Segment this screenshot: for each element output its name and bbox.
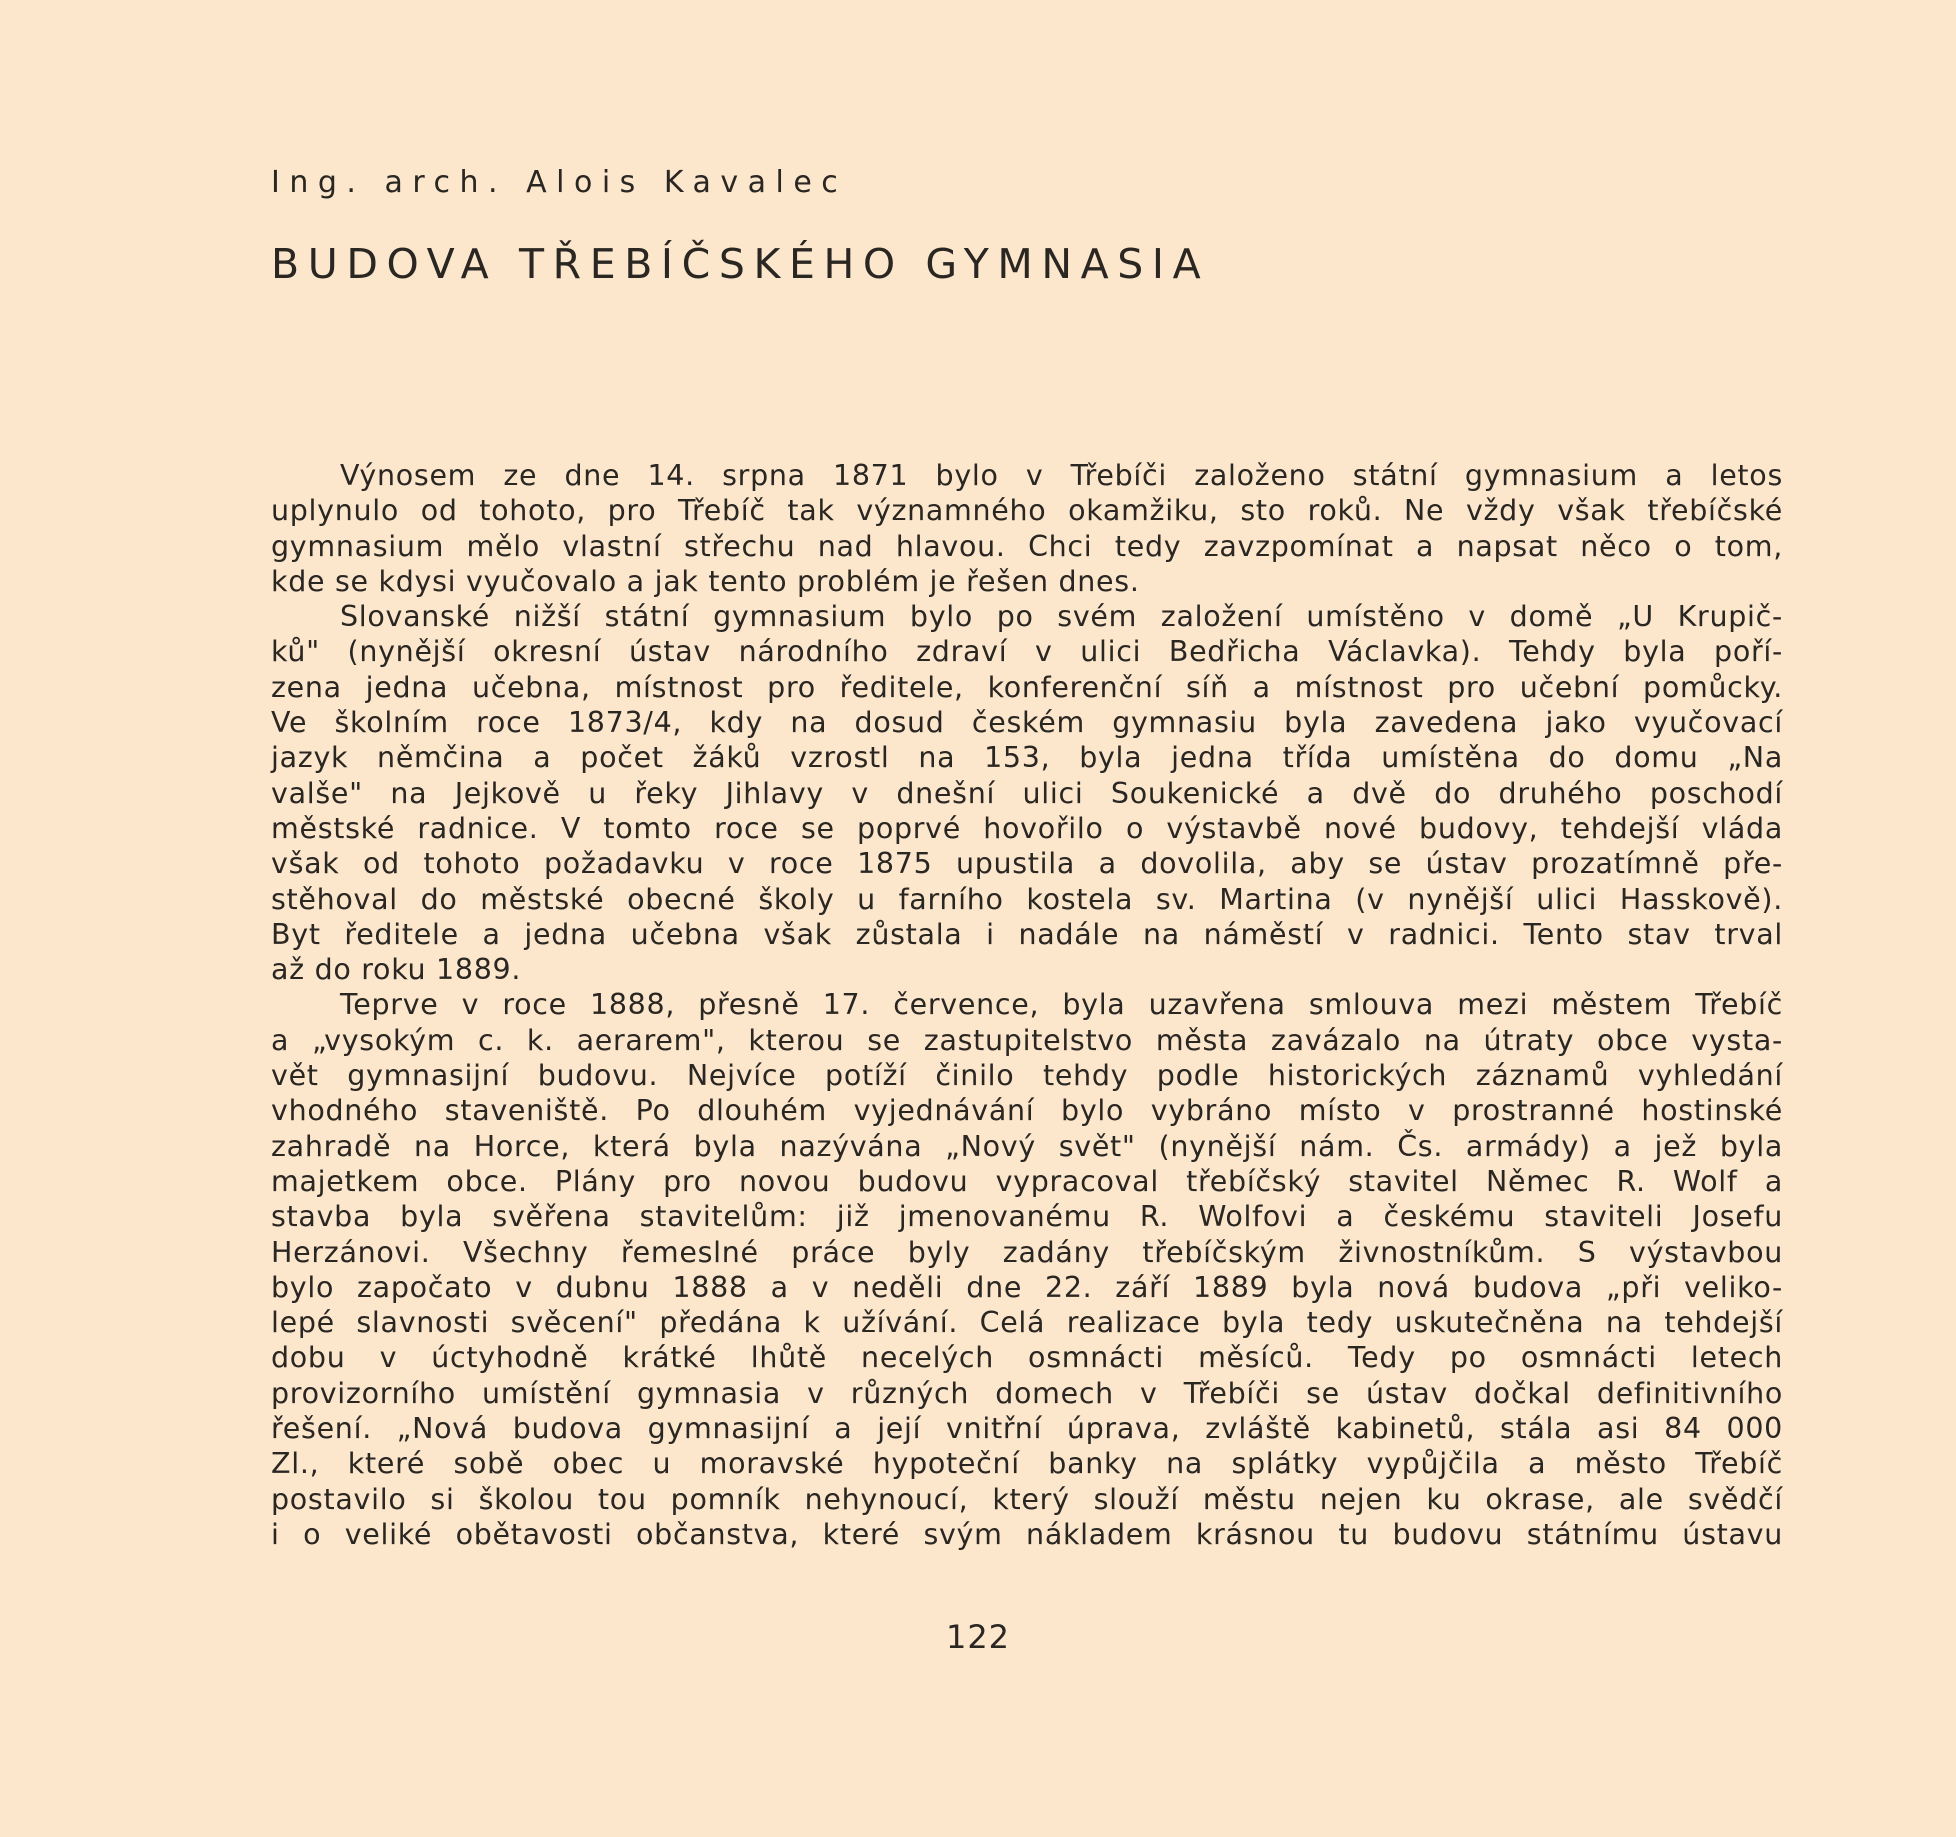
text-line: městské radnice. V tomto roce se poprvé hovořilo o výstavbě nové budovy, tehdejší vláda (271, 811, 1783, 845)
article-body (271, 458, 1783, 1552)
text-line: valše" na Jejkově u řeky Jihlavy v dnešní ulici Soukenické a dvě do druhého poschodí (271, 776, 1783, 810)
text-line: dobu v úctyhodně krátké lhůtě necelých osmnácti měsíců. Tedy po osmnácti letech (271, 1341, 1783, 1375)
page-number: 122 (945, 1618, 1011, 1656)
text-line: Výnosem ze dne 14. srpna 1871 bylo v Třebíči založeno státní gymnasium a letos (340, 459, 1783, 492)
text-line: a „vysokým c. k. aerarem", kterou se zastupitelstvo města zavázalo na útraty obce vysta- (271, 1023, 1783, 1057)
text-line: i o veliké obětavosti občanstva, které svým nákladem krásnou tu budovu státnímu ústavu (271, 1517, 1783, 1551)
text-line: však od tohoto požadavku v roce 1875 upustila a dovolila, aby se ústav prozatímně pře- (271, 847, 1783, 881)
text-line: gymnasium mělo vlastní střechu nad hlavou. Chci tedy zavzpomínat a napsat něco o tom, (271, 529, 1783, 563)
text-line: ků" (nynější okresní ústav národního zdraví v ulici Bedřicha Václavka). Tehdy byla poří- (271, 635, 1783, 669)
text-line: zahradě na Horce, která byla nazývána „Nový svět" (nynější nám. Čs. armády) a jež byla (271, 1129, 1783, 1163)
text-line: řešení. „Nová budova gymnasijní a její vnitřní úprava, zvláště kabinetů, stála asi 84 000 (271, 1412, 1783, 1446)
text-line: lepé slavnosti svěcení" předána k užívání. Celá realizace byla tedy uskutečněna na tehdejší (271, 1306, 1783, 1340)
text-line: Teprve v roce 1888, přesně 17. července, byla uzavřena smlouva mezi městem Třebíč (340, 988, 1783, 1022)
text-line: kde se kdysi vyučovalo a jak tento problém je řešen dnes. (271, 564, 1140, 598)
text-line: majetkem obce. Plány pro novou budovu vypracoval třebíčský stavitel Němec R. Wolf a (271, 1164, 1783, 1198)
text-line: bylo započato v dubnu 1888 a v neděli dne 22. září 1889 byla nová budova „při veliko- (271, 1270, 1783, 1304)
text-line: uplynulo od tohoto, pro Třebíč tak významného okamžiku, sto roků. Ne vždy však třebíčské (271, 494, 1783, 528)
text-line: stavba byla svěřena stavitelům: již jmenovanému R. Wolfovi a českému staviteli Josefu (271, 1200, 1783, 1234)
text-line: vět gymnasijní budovu. Nejvíce potíží činilo tehdy podle historických záznamů vyhledání (271, 1059, 1783, 1093)
text-line: až do roku 1889. (271, 953, 522, 987)
text-line: Zl., které sobě obec u moravské hypoteční banky na splátky vypůjčila a město Třebíč (271, 1447, 1783, 1481)
text-line: provizorního umístění gymnasia v různých domech v Třebíči se ústav dočkal definitivního (271, 1376, 1783, 1410)
text-line: zena jedna učebna, místnost pro ředitele, konferenční síň a místnost pro učební pomůcky. (271, 670, 1783, 704)
text-line: postavilo si školou tou pomník nehynoucí, který slouží městu nejen ku okrase, ale svědčí (271, 1482, 1783, 1516)
text-line: Herzánovi. Všechny řemeslné práce byly zadány třebíčským živnostníkům. S výstavbou (271, 1235, 1783, 1269)
article-title: BUDOVA TŘEBÍČSKÉHO GYMNASIA (271, 240, 1210, 288)
text-line: Byt ředitele a jedna učebna však zůstala i nadále na náměstí v radnici. Tento stav trval (271, 917, 1783, 951)
text-line: Slovanské nižší státní gymnasium bylo po svém založení umístěno v domě „U Krupič- (340, 600, 1783, 634)
text-line: jazyk němčina a počet žáků vzrostl na 153, byla jedna třída umístěna do domu „Na (271, 741, 1783, 775)
author-line: Ing. arch. Alois Kavalec (271, 165, 848, 200)
text-line: stěhoval do městské obecné školy u farního kostela sv. Martina (v nynější ulici Hasskově). (271, 882, 1783, 916)
text-line: Ve školním roce 1873/4, kdy na dosud českém gymnasiu byla zavedena jako vyučovací (271, 706, 1783, 740)
text-line: vhodného staveniště. Po dlouhém vyjednávání bylo vybráno místo v prostranné hostinské (271, 1094, 1783, 1128)
